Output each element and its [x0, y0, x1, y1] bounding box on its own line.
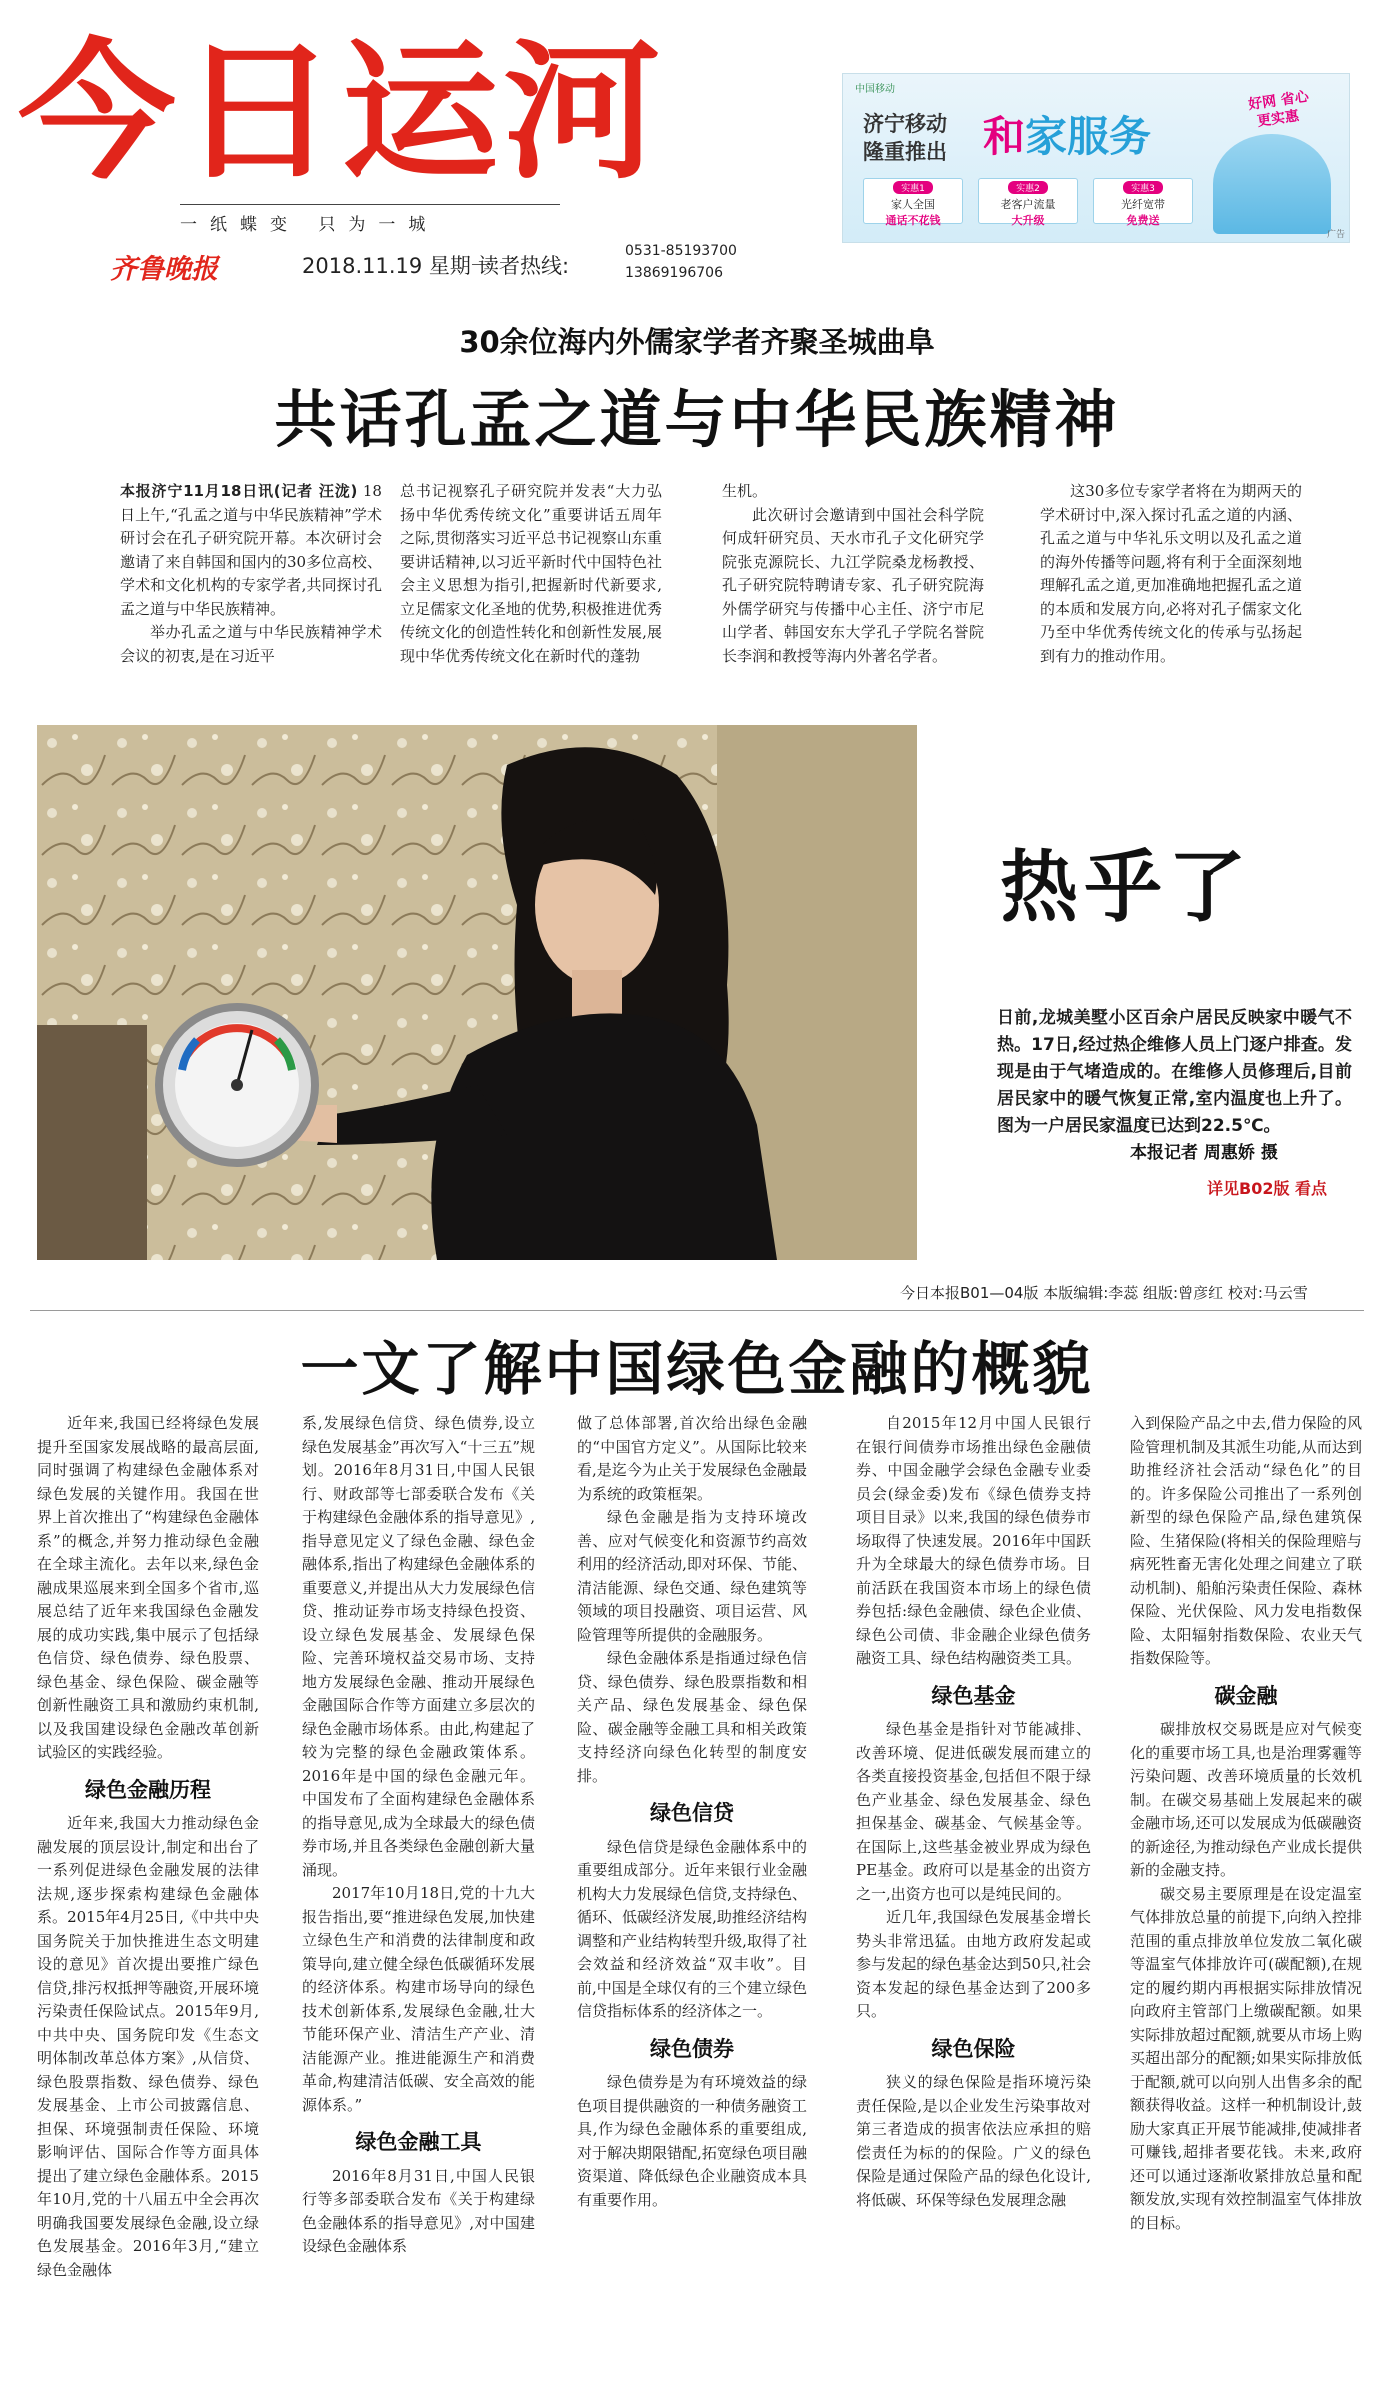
- story1-column-4: [1040, 480, 1302, 668]
- section-heading-tools: 绿色金融工具: [355, 2130, 482, 2154]
- story3-paragraph: 自2015年12月中国人民银行在银行间债券市场推出绿色金融债券、中国金融学会绿色金融专业委员会(绿金委)发布《绿色债券支持项目目录》以来,我国的绿色债券市场取得了快速发展。2016年中国跃升为全球最大的绿色债券市场。目前活跃在我国资本市场上的绿色债券包括:绿色金融债、绿色企业债、绿色公司债、非金融企业绿色债务融资工具、绿色结构融资类工具。: [856, 1414, 1091, 1667]
- slogan-rule: [180, 204, 560, 205]
- story3-paragraph: 入到保险产品之中去,借力保险的风险管理机制及其派生功能,从而达到助推经济社会活动“绿色化”的目的。许多保险公司推出了一系列创新型的绿色保险产品,绿色建筑保险、生猪保险(将相关的保险理赔与病死牲畜无害化处理之间建立了联动机制)、船舶污染责任保险、森林保险、光伏保险、风力发电指数保险、太阳辐射指数保险、农业天气指数保险等。: [1130, 1414, 1362, 1667]
- story1-kicker: 30余位海内外儒家学者齐聚圣城曲阜: [459, 325, 935, 359]
- section-divider: [30, 1310, 1364, 1311]
- ad-offer-highlight: 大升级: [1011, 214, 1045, 227]
- story3-column-2: [302, 1412, 535, 2259]
- story3-paragraph: 近年来,我国已经将绿色发展提升至国家发展战略的最高层面,同时强调了构建绿色金融体系对绿色发展的关键作用。我国在世界上首次推出了“构建绿色金融体系”的概念,并努力推动绿色金融在全球主流化。去年以来,绿色金融成果巡展来到全国多个省市,巡展总结了近年来我国绿色金融发展的成功实践,集中展示了包括绿色信贷、绿色债券、绿色股票、绿色基金、绿色保险、碳金融等创新性融资工具和激励约束机制,以及我国建设绿色金融改革创新试验区的实践经验。: [37, 1414, 259, 1761]
- ad-offer-3: [1093, 178, 1193, 227]
- section-heading-history: 绿色金融历程: [85, 1777, 211, 1802]
- ad-offer-2: [978, 178, 1078, 227]
- story3-paragraph: 碳交易主要原理是在设定温室气体排放总量的前提下,向纳入控排范围的重点排放单位发放二氧化碳等温室气体排放许可(碳配额),在规定的履约期内再根据实际排放情况向政府主管部门上缴碳配额。如果实际排放超过配额,就要从市场上购买超出部分的配额;如果实际排放低于配额,就可以向别人出售多余的配额获得收益。这样一种机制设计,鼓励大家真正开展节能减排,使减排者可赚钱,超排者要花钱。未来,政府还可以通过逐渐收紧排放总量和配额发放,实现有效控制温室气体排放的目标。: [1130, 1884, 1362, 2232]
- ad-offer-1: [863, 178, 963, 227]
- news-photo: [37, 725, 917, 1260]
- ad-line-1: 济宁移动: [863, 112, 947, 136]
- story1-paragraph: 此次研讨会邀请到中国社会科学院何成轩研究员、天水市孔子文化研究学院张克源院长、九江学院桑龙杨教授、孔子研究院特聘请专家、孔子研究院海外儒学研究与传播中心主任、济宁市尼山学者、韩国安东大学孔子学院名誉院长李润和教授等海内外著名学者。: [722, 505, 984, 665]
- story3-paragraph: 2017年10月18日,党的十九大报告指出,要“推进绿色发展,加快建立绿色生产和消费的法律制度和政策导向,建立健全绿色低碳循环发展的经济体系。构建市场导向的绿色技术创新体系,发展绿色金融,壮大节能环保产业、清洁生产产业、清洁能源产业。推进能源生产和消费革命,构建清洁低碳、安全高效的能源体系。”: [302, 1884, 535, 2114]
- story3-column-4: [856, 1412, 1091, 2212]
- ad-promo-1: 好网 省心: [1247, 88, 1310, 114]
- issue-date: 2018.11.19 星期一: [302, 254, 492, 278]
- section-heading-insurance: 绿色保险: [931, 2036, 1016, 2061]
- story3-paragraph: 近年来,我国大力推动绿色金融发展的顶层设计,制定和出台了一系列促进绿色金融发展的法律法规,逐步探索构建绿色金融体系。2015年4月25日,《中共中央国务院关于加快推进生态文明建设的意见》首次提出要推广绿色信贷,排污权抵押等融资,开展环境污染责任保险试点。2015年9月,中共中央、国务院印发《生态文明体制改革总体方案》,从信贷、绿色股票指数、绿色债券、绿色发展基金、上市公司披露信息、担保、环境强制责任保险、环境影响评估、国际合作等方面具体提出了建立绿色金融体系。2015年10月,党的十八届五中全会再次明确我国要发展绿色金融,设立绿色发展基金。2016年3月,“建立绿色金融体: [37, 1814, 259, 2279]
- story2-caption: 日前,龙城美墅小区百余户居民反映家中暖气不热。17日,经过热企维修人员上门逐户排查。发现是由于气堵造成的。在维修人员修理后,目前居民家中的暖气恢复正常,室内温度也上升了。图为一户居民家温度已达到22.5℃。: [997, 1008, 1352, 1136]
- hotline-label: 读者热线:: [478, 254, 570, 278]
- story3-paragraph: 2016年8月31日,中国人民银行等多部委联合发布《关于构建绿色金融体系的指导意见》,对中国建设绿色金融体系: [302, 2166, 535, 2255]
- ad-offer-tag: 实惠1: [893, 181, 933, 194]
- story1-column-1: [120, 480, 382, 668]
- photo-credit: 本报记者 周惠娇 摄: [1130, 1143, 1278, 1163]
- ad-corner-label: 广告: [1326, 230, 1345, 240]
- story2-title: 热乎了: [1000, 843, 1253, 933]
- masthead-slogan: 一纸蝶变 只为一城: [180, 215, 439, 235]
- story1-column-2: [400, 480, 662, 668]
- hotline-number-1: 0531-85193700: [625, 243, 737, 259]
- story3-paragraph: 绿色信贷是绿色金融体系中的重要组成部分。近年来银行业金融机构大力发展绿色信贷,支持绿色、循环、低碳经济发展,助推经济结构调整和产业结构转型升级,取得了社会效益和经济效益“双丰收”。目前,中国是全球仅有的三个建立绿色信贷指标体系的经济体之一。: [577, 1837, 807, 2020]
- ad-offer-highlight: 免费送: [1126, 214, 1160, 227]
- story3-paragraph: 狭义的绿色保险是指环境污染责任保险,是以企业发生污染事故对第三者造成的损害依法应承担的赔偿责任为标的的保险。广义的绿色保险是通过保险产品的绿色化设计,将低碳、环保等绿色发展理念融: [856, 2073, 1091, 2209]
- story3-paragraph: 做了总体部署,首次给出绿色金融的“中国官方定义”。从国际比较来看,是迄今为止关于发展绿色金融最为系统的政策框架。: [577, 1414, 807, 1503]
- editors-line: 今日本报B01—04版 本版编辑:李蕊 组版:曾彦红 校对:马云雪: [900, 1284, 1308, 1302]
- ad-logo: [983, 104, 1151, 164]
- story3-paragraph: 绿色基金是指针对节能减排、改善环境、促进低碳发展而建立的各类直接投资基金,包括但不限于绿色产业基金、绿色发展基金、绿色担保基金、碳基金、气候基金等。在国际上,这些基金被业界成为绿色PE基金。政府可以是基金的出资方之一,出资方也可以是纯民间的。: [856, 1720, 1091, 1903]
- story1-headline: 共话孔孟之道与中华民族精神: [274, 383, 1120, 456]
- ad-offer-text: 家人全国: [891, 198, 935, 211]
- ad-promo-2: 更实惠: [1256, 108, 1301, 130]
- ad-brand: 中国移动: [855, 84, 895, 95]
- ad-offer-tag: 实惠2: [1008, 181, 1048, 194]
- ad-offer-highlight: 通话不花钱: [885, 214, 941, 227]
- section-heading-fund: 绿色基金: [931, 1683, 1016, 1708]
- woman-holding-thermometer-photo: [37, 725, 917, 1260]
- masthead-title: 今日运河: [18, 26, 665, 200]
- story3-column-1: [37, 1412, 259, 2282]
- ad-family-illustration-icon: [1213, 134, 1331, 234]
- story1-column-3: [722, 480, 984, 668]
- story1-paragraph: 这30多位专家学者将在为期两天的学术研讨中,深入探讨孔孟之道的内涵、孔孟之道与中华礼乐文明以及孔孟之道的海外传播等问题,将有利于全面深刻地理解孔孟之道,更加准确地把握孔孟之道的本质和发展方向,必将对孔子儒家文化乃至中华优秀传统文化的传承与弘扬起到有力的推动作用。: [1040, 482, 1302, 665]
- hotline-number-2: 13869196706: [625, 265, 723, 281]
- story1-paragraph: 生机。: [722, 482, 768, 500]
- story3-paragraph: 绿色金融是指为支持环境改善、应对气候变化和资源节约高效利用的经济活动,即对环保、节能、清洁能源、绿色交通、绿色建筑等领域的项目投融资、项目运营、风险管理等所提供的金融服务。: [577, 1508, 807, 1644]
- story3-headline: 一文了解中国绿色金融的概貌: [300, 1335, 1094, 1403]
- story3-paragraph: 近几年,我国绿色发展基金增长势头非常迅猛。由地方政府发起或参与发起的绿色基金达到50只,社会资本发起的绿色基金达到了200多只。: [856, 1908, 1091, 2020]
- story1-dateline: 本报济宁11月18日讯(记者 汪泷): [120, 482, 358, 500]
- story3-paragraph: 绿色金融体系是指通过绿色信贷、绿色债券、绿色股票指数和相关产品、绿色发展基金、绿色保险、碳金融等金融工具和相关政策支持经济向绿色化转型的制度安排。: [577, 1649, 807, 1785]
- ad-offer-tag: 实惠3: [1123, 181, 1163, 194]
- story3-column-5: [1130, 1412, 1362, 2235]
- story1-paragraph: 举办孔孟之道与中华民族精神学术会议的初衷,是在习近平: [120, 623, 382, 665]
- see-reference-link[interactable]: 详见B02版 看点: [1207, 1179, 1328, 1198]
- ad-logo-prefix: 和: [983, 112, 1026, 161]
- section-heading-bonds: 绿色债券: [650, 2036, 734, 2061]
- story1-paragraph: 总书记视察孔子研究院并发表“大力弘扬中华优秀传统文化”重要讲话五周年之际,贯彻落实习近平总书记视察山东重要讲话精神,以习近平新时代中国特色社会主义思想为指引,把握新时代新要求,立足儒家文化圣地的优势,积极推进优秀传统文化的创造性转化和创新性发展,展现中华优秀传统文化在新时代的蓬勃: [400, 482, 662, 665]
- ad-offer-text: 光纤宽带: [1121, 198, 1165, 211]
- story3-paragraph: 系,发展绿色信贷、绿色债券,设立绿色发展基金”再次写入“十三五”规划。2016年8月31日,中国人民银行、财政部等七部委联合发布《关于构建绿色金融体系的指导意见》,指导意见定义了绿色金融、绿色金融体系,指出了构建绿色金融体系的重要意义,并提出从大力发展绿色信贷、推动证券市场支持绿色投资、设立绿色发展基金、发展绿色保险、完善环境权益交易市场、支持地方发展绿色金融、推动开展绿色金融国际合作等方面建立多层次的绿色金融市场体系。由此,构建起了较为完整的绿色金融政策体系。2016年是中国的绿色金融元年。中国发布了全面构建绿色金融体系的指导意见,成为全球最大的绿色债券市场,并且各类绿色金融创新大量涌现。: [302, 1414, 536, 1879]
- section-heading-carbon: 碳金融: [1214, 1683, 1278, 1708]
- story3-column-3: [577, 1412, 807, 2212]
- paper-logo: 齐鲁晚报: [110, 254, 218, 285]
- ad-logo-suffix: 家服务: [1025, 112, 1152, 161]
- section-heading-credit: 绿色信贷: [650, 1801, 734, 1825]
- story1-paragraph: 18日上午,“孔孟之道与中华民族精神”学术研讨会在孔子研究院开幕。本次研讨会邀请了来自韩国和国内的30多位高校、学术和文化机构的专家学者,共同探讨孔孟之道与中华民族精神。: [120, 482, 382, 618]
- ad-line-2: 隆重推出: [863, 140, 947, 164]
- advertisement-banner[interactable]: [842, 73, 1350, 243]
- story3-paragraph: 碳排放权交易既是应对气候变化的重要市场工具,也是治理雾霾等污染问题、改善环境质量的长效机制。在碳交易基础上发展起来的碳金融市场,还可以发展成为低碳融资的新途径,为推动绿色产业成长提供新的金融支持。: [1130, 1720, 1362, 1879]
- story3-paragraph: 绿色债券是为有环境效益的绿色项目提供融资的一种债务融资工具,作为绿色金融体系的重要组成,对于解决期限错配,拓宽绿色项目融资渠道、降低绿色企业融资成本具有重要作用。: [577, 2073, 807, 2209]
- ad-offer-text: 老客户流量: [1000, 198, 1056, 211]
